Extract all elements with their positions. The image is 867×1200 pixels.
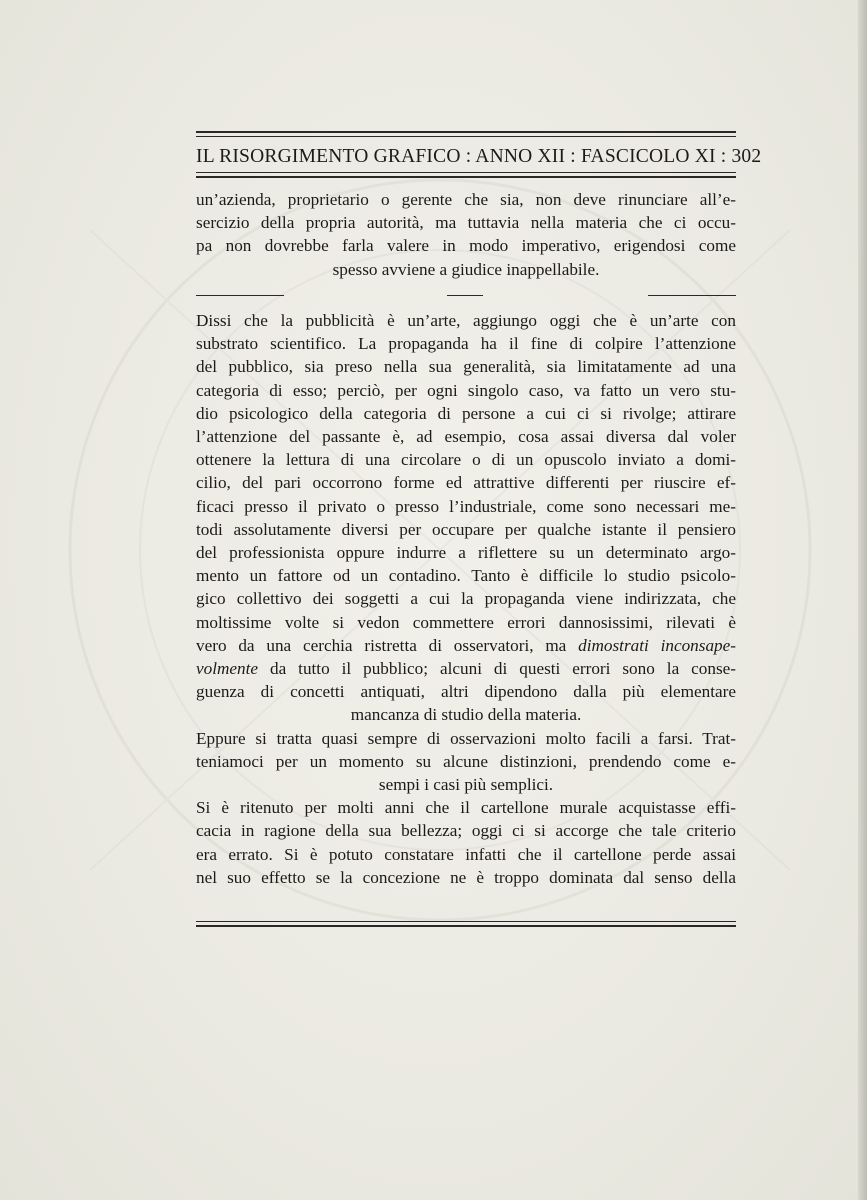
footer-rule: [196, 921, 736, 929]
text-line: un’azienda, proprietario o gerente che sia, non deve rinunciare all’e-: [196, 190, 736, 209]
section-divider-left: [196, 295, 284, 296]
text-line: mento un fattore od un contadino. Tanto è difficile lo studio psicolo-: [196, 566, 736, 586]
section-divider-center: [447, 295, 483, 296]
text-line: Si è ritenuto per molti anni che il cartellone murale acquistasse effi-: [196, 798, 736, 818]
text-line: mancanza di studio della materia.: [350, 705, 582, 725]
text-run: vero da una cerchia ristretta di osservatori, ma: [196, 635, 579, 655]
text-line-with-italic: [196, 634, 736, 657]
text-line: ficaci presso il privato o presso l’industriale, come sono necessari me-: [196, 496, 736, 516]
header-bottom-rule: [196, 172, 736, 180]
running-head: [196, 146, 762, 168]
text-line: spesso avviene a giudice inappellabile.: [332, 259, 600, 279]
text-line: guenza di concetti antiquati, altri dipendono dalla più elementare: [196, 682, 736, 702]
page-edge: [858, 0, 867, 1200]
text-line-with-italic: [196, 657, 736, 680]
text-line: del pubblico, sia preso nella sua generalità, sia limitatamente ad una: [196, 357, 736, 377]
text-line: pa non dovrebbe farla valere in modo imperativo, erigendosi come: [196, 236, 736, 256]
main-paragraph: [196, 309, 736, 889]
text-line: l’attenzione del passante è, ad esempio, cosa assai diversa dal voler: [196, 427, 736, 447]
italic-run: volmente: [196, 659, 259, 679]
header-top-rule: [196, 131, 736, 139]
text-line: categoria di esso; perciò, per ogni singolo caso, va fatto un vero stu-: [196, 380, 736, 400]
text-run: da tutto il pubblico; alcuni di questi errori sono la conse-: [258, 659, 736, 679]
text-line: gico collettivo dei soggetti a cui la propaganda viene indirizzata, che: [196, 589, 736, 609]
text-line: del professionista oppure indurre a riflettere su un determinato argo-: [196, 543, 736, 563]
text-line: teniamoci per un momento su alcune distinzioni, prendendo come e-: [196, 751, 736, 771]
running-head-text: IL RISORGIMENTO GRAFICO : ANNO XII : FASCICOLO XI : 302: [196, 146, 762, 167]
italic-run: dimostrati inconsape-: [578, 635, 736, 655]
text-line: ottenere la lettura di una circolare o di un opuscolo inviato a domi-: [196, 450, 736, 470]
text-line: era errato. Si è potuto constatare infatti che il cartellone perde assai: [196, 844, 736, 864]
text-line: dio psicologico della categoria di persone a cui ci si rivolge; attirare: [196, 403, 736, 423]
text-line: Dissi che la pubblicità è un’arte, aggiungo oggi che è un’arte con: [196, 311, 736, 330]
intro-paragraph: [196, 188, 736, 281]
section-divider-right: [648, 295, 736, 296]
text-line: moltissime volte si vedon commettere errori dannosissimi, rilevati è: [196, 612, 736, 632]
text-line: Eppure si tratta quasi sempre di osservazioni molto facili a farsi. Trat-: [196, 728, 736, 748]
text-line: sercizio della propria autorità, ma tuttavia nella materia che ci occu-: [196, 213, 736, 233]
text-line: cilio, del pari occorrono forme ed attrattive differenti per riuscire ef-: [196, 473, 736, 493]
text-line: nel suo effetto se la concezione ne è troppo dominata dal senso della: [196, 867, 736, 887]
text-line: cacia in ragione della sua bellezza; oggi ci si accorge che tale criterio: [196, 821, 736, 841]
text-line: substrato scientifico. La propaganda ha il fine di colpire l’attenzione: [196, 334, 736, 354]
text-line: todi assolutamente diversi per occupare per qualche istante il pensiero: [196, 519, 736, 539]
text-line: sempi i casi più semplici.: [378, 775, 554, 795]
